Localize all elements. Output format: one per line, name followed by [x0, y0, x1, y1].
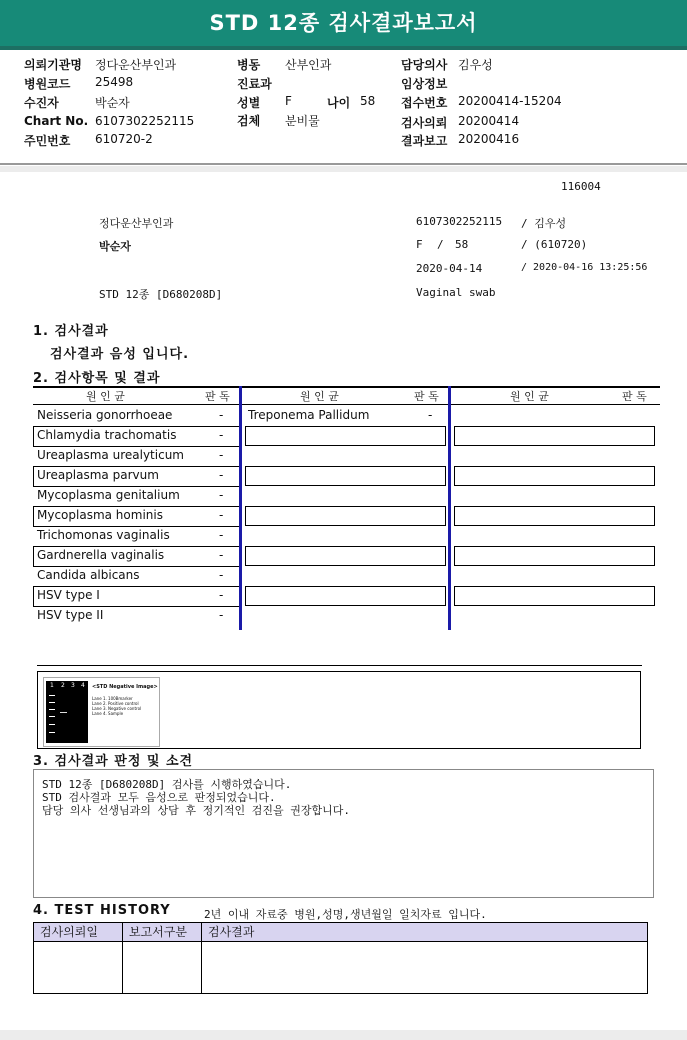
history-col-request-date: 검사의뢰일 [40, 925, 98, 939]
column-divider-1 [239, 386, 242, 630]
pathogen-result: - [219, 468, 224, 482]
report-title: STD 12종 검사결과보고서 [209, 11, 478, 35]
opinion-line: STD 검사결과 모두 음성으로 판정되었습니다. [42, 791, 276, 804]
age-label: 나이 [327, 96, 351, 110]
institution-label: 의뢰기관명 [24, 58, 82, 72]
col1-pathogen-header: 원 인 균 [86, 390, 125, 403]
hospital-code-label: 병원코드 [24, 77, 71, 91]
lane-number: 3 [71, 682, 75, 689]
pathogen-name: Candida albicans [37, 568, 140, 582]
pathogen-result: - [219, 508, 224, 522]
empty-cell [245, 546, 446, 566]
empty-cell [454, 466, 655, 486]
doc-sex: F [416, 238, 423, 251]
specimen-value: 분비물 [285, 114, 320, 128]
lane-number: 1 [50, 682, 54, 689]
request-label: 검사의뢰 [401, 116, 448, 130]
pathogen-name: Ureaplasma urealyticum [37, 448, 184, 462]
gel-lanes [46, 681, 88, 743]
empty-cell [454, 506, 655, 526]
gel-legend-item: Lane 4. Sample [92, 711, 124, 716]
resident-no-label: 주민번호 [24, 134, 71, 148]
header-divider [0, 163, 687, 165]
opinion-line: STD 12종 [D680208D] 검사를 시행하였습니다. [42, 778, 292, 791]
pathogen-name: HSV type I [37, 588, 100, 602]
results-table [33, 386, 660, 630]
section1-heading: 1. 검사결과 [33, 324, 109, 339]
chart-no-value: 6107302252115 [95, 114, 195, 128]
ward-label: 병동 [237, 58, 261, 72]
col3-judgement-header: 판 독 [622, 390, 647, 403]
doc-request-date: 2020-04-14 [416, 262, 483, 275]
doc-report-datetime: / 2020-04-16 13:25:56 [521, 262, 648, 273]
doc-test-code: STD 12종 [D680208D] [99, 288, 223, 301]
gel-title: <STD Negative Image> [92, 684, 158, 690]
pathogen-name: Ureaplasma parvum [37, 468, 159, 482]
empty-cell [245, 506, 446, 526]
history-table [33, 922, 648, 994]
empty-cell [454, 546, 655, 566]
pathogen-result: - [219, 588, 224, 602]
institution-value: 정다운산부인과 [95, 58, 177, 72]
resident-no-value: 610720-2 [95, 132, 153, 146]
pathogen-result: - [219, 428, 224, 442]
opinion-box [33, 769, 654, 898]
report-label: 결과보고 [401, 134, 448, 148]
pathogen-result: - [219, 448, 224, 462]
doc-slash: / [437, 238, 444, 251]
doc-chart: 6107302252115 [416, 215, 503, 228]
dept-label: 진료과 [237, 77, 272, 91]
clinical-label: 임상정보 [401, 77, 448, 91]
history-col-report-type: 보고서구분 [129, 925, 187, 939]
request-value: 20200414 [458, 114, 520, 128]
empty-cell [454, 586, 655, 606]
pathogen-result: - [219, 488, 224, 502]
ward-value: 산부인과 [285, 58, 332, 72]
pathogen-result: - [219, 408, 224, 422]
pathogen-name: Treponema Pallidum [248, 408, 370, 422]
doc-specimen: Vaginal swab [416, 286, 496, 299]
pathogen-result: - [219, 528, 224, 542]
col2-pathogen-header: 원 인 균 [300, 390, 339, 403]
gel-legend-item: Lane 3. Negative control [92, 706, 142, 711]
gel-top-rule [37, 665, 642, 666]
empty-cell [454, 426, 655, 446]
gel-legend-item: Lane 2. Positive control [92, 701, 139, 706]
age-value: 58 [360, 94, 376, 108]
lane-number: 2 [61, 682, 65, 689]
pathogen-name: Neisseria gonorrhoeae [37, 408, 173, 422]
pathogen-name: Mycoplasma genitalium [37, 488, 180, 502]
report-header [0, 50, 687, 166]
gel-legend-item: Lane 1. 100Bmarker [92, 696, 133, 701]
sex-label: 성별 [237, 96, 261, 110]
examinee-label: 수진자 [24, 96, 59, 110]
doctor-value: 김우성 [458, 58, 493, 72]
opinion-line: 담당 의사 선생님과의 상담 후 정기적인 검진을 권장합니다. [42, 804, 351, 817]
doc-doctor: / 김우성 [521, 217, 567, 230]
pathogen-result: - [219, 548, 224, 562]
pathogen-name: HSV type II [37, 608, 104, 622]
empty-cell [245, 466, 446, 486]
section3-heading: 3. 검사결과 판정 및 소견 [33, 754, 194, 769]
page-id: 116004 [561, 180, 601, 193]
reception-label: 접수번호 [401, 96, 448, 110]
pathogen-result: - [219, 568, 224, 582]
col1-judgement-header: 판 독 [205, 390, 230, 403]
hospital-code-value: 25498 [95, 75, 134, 89]
pathogen-name: Gardnerella vaginalis [37, 548, 165, 562]
doc-birth: / (610720) [521, 238, 588, 251]
pathogen-result: - [219, 608, 224, 622]
chart-no-label: Chart No. [24, 114, 89, 128]
doc-hospital: 정다운산부인과 [99, 217, 174, 230]
report-value: 20200416 [458, 132, 520, 146]
reception-value: 20200414-15204 [458, 94, 562, 108]
pathogen-name: Chlamydia trachomatis [37, 428, 177, 442]
lane-number: 4 [81, 682, 85, 689]
empty-cell [245, 586, 446, 606]
column-divider-2 [448, 386, 451, 630]
section1-result: 검사결과 음성 입니다. [50, 347, 190, 362]
sex-value: F [285, 94, 292, 108]
history-note: 2년 이내 자료중 병원,성명,생년월일 일치자료 입니다. [204, 908, 487, 921]
col3-pathogen-header: 원 인 균 [510, 390, 549, 403]
pathogen-result: - [428, 408, 433, 422]
gel-image [43, 677, 160, 747]
doc-patient: 박순자 [99, 240, 131, 253]
section4-heading: 4. TEST HISTORY [33, 903, 171, 918]
empty-cell [245, 426, 446, 446]
col2-judgement-header: 판 독 [414, 390, 439, 403]
gel-frame [37, 671, 641, 749]
section2-heading: 2. 검사항목 및 결과 [33, 371, 161, 386]
history-col-result: 검사결과 [208, 925, 255, 939]
pathogen-name: Mycoplasma hominis [37, 508, 163, 522]
doc-age: 58 [455, 238, 469, 251]
examinee-value: 박순자 [95, 96, 130, 110]
specimen-label: 검체 [237, 114, 261, 128]
pathogen-name: Trichomonas vaginalis [37, 528, 170, 542]
doctor-label: 담당의사 [401, 58, 448, 72]
